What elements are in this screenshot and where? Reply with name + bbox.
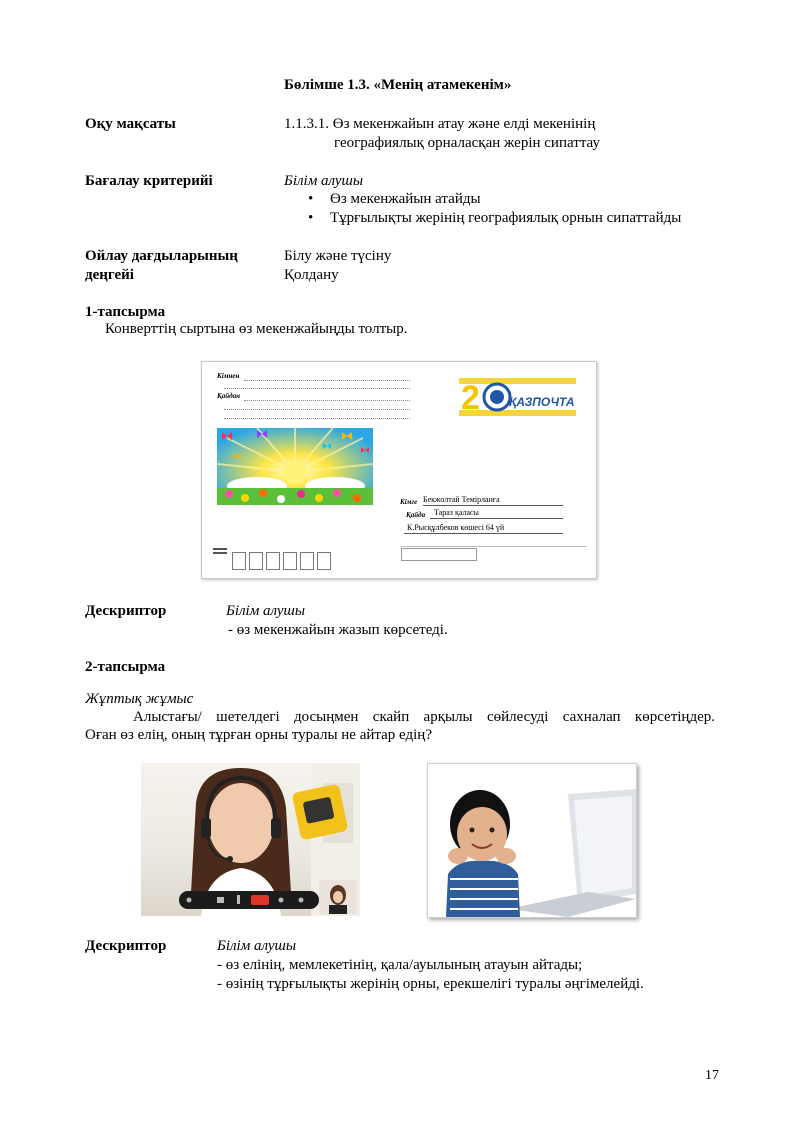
address-line <box>404 533 563 534</box>
task1-text: Конверттің сыртына өз мекенжайыңды толтыр. <box>105 321 408 337</box>
svg-text:ҚАЗПОЧТА: ҚАЗПОЧТА <box>509 395 575 409</box>
criteria-label: Бағалау критерийі <box>85 173 213 189</box>
dotted-line <box>244 380 410 381</box>
dotted-line <box>244 400 410 401</box>
dotted-line <box>224 409 410 410</box>
postcode-box <box>300 552 314 570</box>
envelope-image <box>201 361 597 579</box>
descriptor2-subject: Білім алушы <box>217 938 297 954</box>
index-box <box>401 548 477 561</box>
envelope-from-label: Кімнен <box>217 372 240 380</box>
learning-goal-line2: географиялық орналасқан жерін сипаттау <box>334 135 600 151</box>
task2-para-line1: Алыстағы/ шетелдегі досыңмен скайп арқылы сөйлесуді сахналап көрсетіңдер. <box>133 709 715 725</box>
section-title: Бөлімше 1.3. «Менің атамекенім» <box>284 77 512 93</box>
address-line <box>423 505 563 506</box>
address-line <box>401 546 587 547</box>
postcode-box <box>317 552 331 570</box>
postcode-box <box>249 552 263 570</box>
criteria-item-1: Өз мекенжайын атайды <box>330 191 481 207</box>
postcode-box <box>232 552 246 570</box>
thinking-label-1: Ойлау дағдыларының <box>85 248 238 264</box>
criteria-subject: Білім алушы <box>284 173 364 189</box>
task1-title: 1-тапсырма <box>85 304 166 320</box>
bullet-icon: • <box>308 210 314 226</box>
thinking-value-2: Қолдану <box>284 267 339 283</box>
video-call-photo <box>141 763 360 916</box>
page-number: 17 <box>705 1068 719 1083</box>
dotted-line <box>224 388 410 389</box>
thinking-label-2: деңгейі <box>85 267 134 283</box>
postcode-box <box>266 552 280 570</box>
task2-para-line2: Оған өз елің, оның тұрған орны туралы не айтар едің? <box>85 727 432 743</box>
envelope-to-name: Бекжолтай Темірланға <box>423 495 500 504</box>
envelope-to-where-label: Қайда <box>406 511 426 519</box>
bullet-icon: • <box>308 191 314 207</box>
dotted-line <box>224 418 410 419</box>
envelope-to-city: Тараз қаласы <box>434 508 479 517</box>
descriptor2-line1: - өз елінің, мемлекетінің, қала/ауылының атауын айтады; <box>217 957 583 973</box>
postcode-mark <box>213 552 227 554</box>
svg-text:2: 2 <box>461 379 480 417</box>
postcode-mark <box>213 548 227 550</box>
criteria-item-2: Тұрғылықты жерінің географиялық орнын сипаттайды <box>330 210 682 226</box>
descriptor2-label: Дескриптор <box>85 938 167 954</box>
envelope-to-street: К.Рысқұлбеков көшесі 64 үй <box>407 523 505 532</box>
descriptor2-line2: - өзінің тұрғылықты жерінің орны, ерекшелігі туралы әңгімелейді. <box>217 976 644 992</box>
boy-laptop-photo <box>427 763 637 918</box>
task2-subtitle: Жұптық жұмыс <box>85 691 194 707</box>
thinking-value-1: Білу және түсіну <box>284 248 392 264</box>
learning-goal-label: Оқу мақсаты <box>85 116 176 132</box>
kazpost-logo <box>459 376 576 418</box>
envelope-to-label: Кімге <box>400 498 418 506</box>
address-line <box>430 518 563 519</box>
sun-meadow-illustration <box>217 428 373 505</box>
learning-goal-line1: 1.1.3.1. Өз мекенжайын атау және елді мекенінің <box>284 116 596 132</box>
postcode-box <box>283 552 297 570</box>
descriptor1-label: Дескриптор <box>85 603 167 619</box>
task2-title: 2-тапсырма <box>85 659 166 675</box>
descriptor1-subject: Білім алушы <box>226 603 306 619</box>
descriptor1-line: - өз мекенжайын жазып көрсетеді. <box>228 622 448 638</box>
envelope-where-label: Қайдан <box>217 392 240 400</box>
